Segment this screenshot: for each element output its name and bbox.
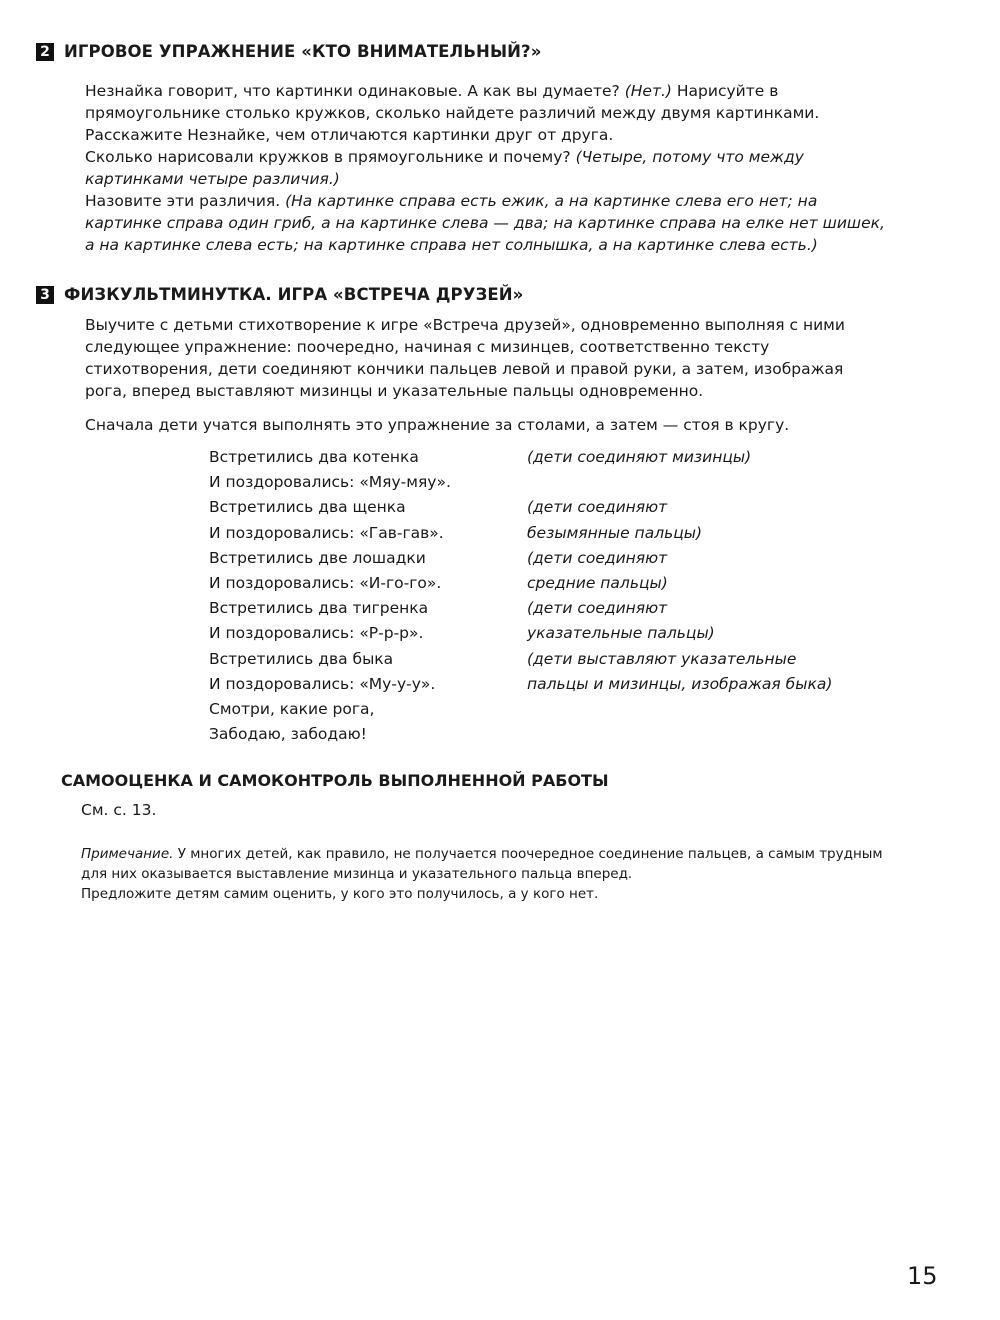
note [81, 844, 901, 904]
page-number: 15 [907, 1262, 938, 1290]
section-3-title: ФИЗКУЛЬТМИНУТКА. ИГРА «ВСТРЕЧА ДРУЗЕЙ» [64, 285, 524, 304]
poem-row: Встретились две лошадки (дети соединяют [209, 548, 668, 567]
poem-row: И поздоровались: «Р-р-р». указательные пальцы) [209, 624, 715, 643]
self-check-title: САМООЦЕНКА И САМОКОНТРОЛЬ ВЫПОЛНЕННОЙ РАБОТЫ [61, 771, 609, 790]
section-2-paragraph: Назовите эти различия. (На картинке справа есть ежик, а на картинке слева его нет; на картинке справа один гриб, а на картинке слева — два; на картинке справа на елке нет шишек, а на картинке слева есть; на картинке справа нет солнышка, а на картинке слева есть.) [85, 192, 885, 254]
section-number-badge: 3 [36, 286, 54, 304]
poem-row: И поздоровались: «И-го-го». средние пальцы) [209, 573, 668, 592]
section-number-badge: 2 [36, 43, 54, 61]
poem-row: И поздоровались: «Мяу-мяу». [209, 473, 451, 492]
poem-row: Забодаю, забодаю! [209, 725, 367, 744]
section-3-paragraph: Сначала дети учатся выполнять это упражнение за столами, а затем — стоя в кругу. [85, 416, 790, 434]
poem [209, 445, 832, 747]
poem-row: И поздоровались: «Гав-гав». безымянные пальцы) [209, 523, 703, 542]
section-2-paragraph: Незнайка говорит, что картинки одинаковые. А как вы думаете? (Нет.) Нарисуйте в прямоугольнике столько кружков, сколько найдете различий между двумя картинками. Расскажите Незнайке, чем отличаются картинки друг от друга. [85, 82, 820, 144]
section-2-paragraph: Сколько нарисовали кружков в прямоугольнике и почему? (Четыре, потому что между картинками четыре различия.) [85, 148, 804, 188]
section-3-body [85, 314, 885, 402]
section-2-heading [36, 42, 541, 61]
self-check-reference: См. с. 13. [81, 801, 157, 819]
poem-row: Встретились два щенка (дети соединяют [209, 498, 668, 517]
poem-row: Смотри, какие рога, [209, 699, 375, 718]
section-3-paragraph: Выучите с детьми стихотворение к игре «Встреча друзей», одновременно выполняя с ними следующее упражнение: поочередно, начиная с мизинцев, соответственно тексту стихотворения, дети соединяют кончики пальцев левой и правой руки, а затем, изображая рога, вперед выставляют мизинцы и указательные пальцы одновременно. [85, 316, 845, 400]
poem-row: И поздоровались: «Му-у-у». пальцы и мизинцы, изображая быка) [209, 674, 833, 693]
section-3-body-2 [85, 414, 885, 436]
section-3-heading [36, 285, 523, 304]
poem-row: Встретились два котенка (дети соединяют мизинцы) [209, 448, 752, 466]
poem-row: Встретились два тигренка (дети соединяют [209, 599, 668, 618]
note-paragraph: Предложите детям самим оценить, у кого это получилось, а у кого нет. [81, 886, 599, 902]
poem-row: Встретились два быка (дети выставляют указательные [209, 649, 797, 668]
note-paragraph: Примечание. У многих детей, как правило, не получается поочередное соединение пальцев, а самым трудным для них оказывается выставление мизинца и указательного пальца вперед. [81, 846, 883, 882]
note-label: Примечание. [81, 846, 174, 862]
section-2-title: ИГРОВОЕ УПРАЖНЕНИЕ «КТО ВНИМАТЕЛЬНЫЙ?» [64, 42, 542, 61]
section-2-body [85, 80, 885, 256]
